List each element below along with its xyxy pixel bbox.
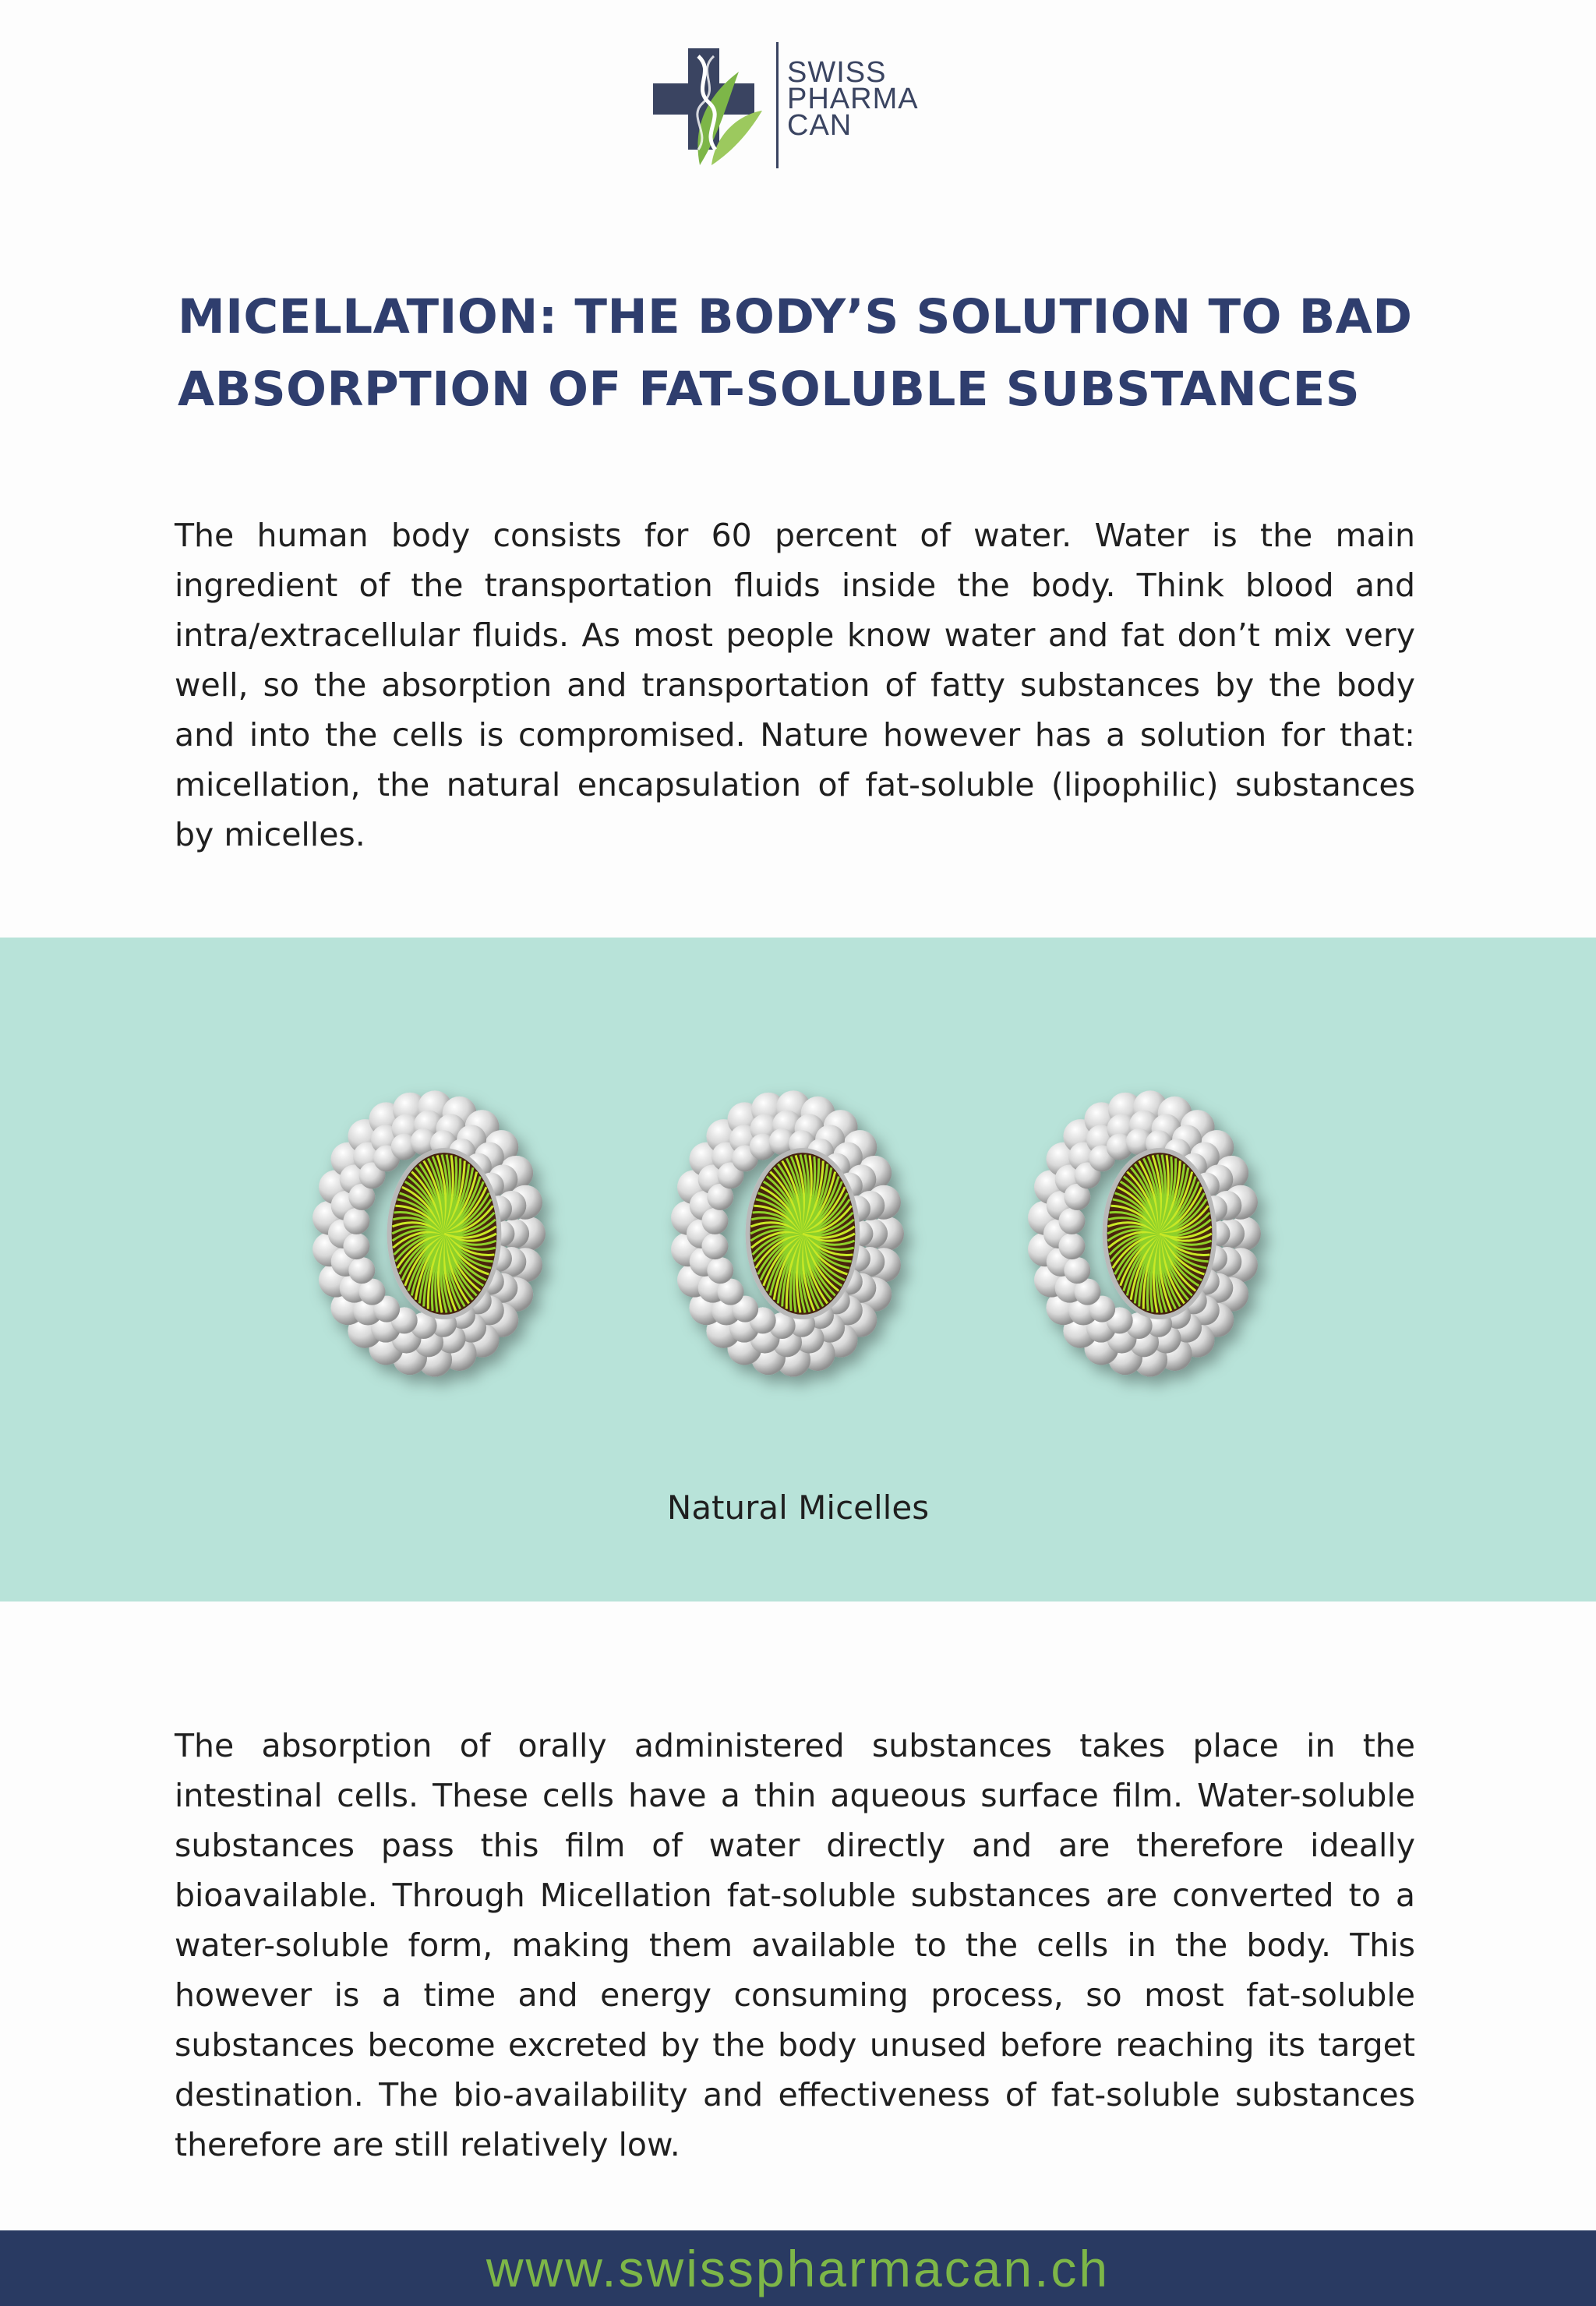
page-title	[178, 281, 1440, 426]
intro-paragraph: The human body consists for 60 percent of water. Water is the main ingredient of the transportation fluids inside the body. Think blood and intra/extracellular fluids. As most people know water and fat don’t mix very well, so the absorption and transportation of fatty substances by the body and into the cells is compromised. Nature however has a solution for that: micellation, the natural encapsulation of fat-soluble (lipophilic) substances by micelles.	[175, 517, 1415, 853]
figure-caption: Natural Micelles	[666, 1488, 930, 1527]
absorption-paragraph: The absorption of orally administered substances takes place in the intestinal cells. These cells have a thin aqueous surface film. Water-soluble substances pass this film of water directly and are therefore ideally bioavailable. Through Micellation fat-soluble substances are converted to a water-soluble form, making them available to the cells in the body. This however is a time and energy consuming process, so most fat-soluble substances become excreted by the body unused before reaching its target destination. The bio-availability and effectiveness of fat-soluble substances therefore are still relatively low.	[175, 1727, 1415, 2163]
logo-line-3: CAN	[787, 109, 853, 142]
logo-wordmark	[787, 56, 919, 142]
logo-line-2: PHARMA	[787, 83, 919, 115]
title-line-1: MICELLATION: THE BODY’S SOLUTION TO BAD	[178, 289, 1413, 344]
footer-website-link[interactable]: www.swisspharmacan.ch	[486, 2240, 1110, 2297]
logo-line-1: SWISS	[787, 56, 887, 89]
micelle-3	[1028, 1090, 1261, 1376]
micelle-2	[671, 1090, 904, 1376]
title-line-2: ABSORPTION OF FAT-SOLUBLE SUBSTANCES	[178, 362, 1361, 417]
micelle-1	[312, 1090, 546, 1376]
